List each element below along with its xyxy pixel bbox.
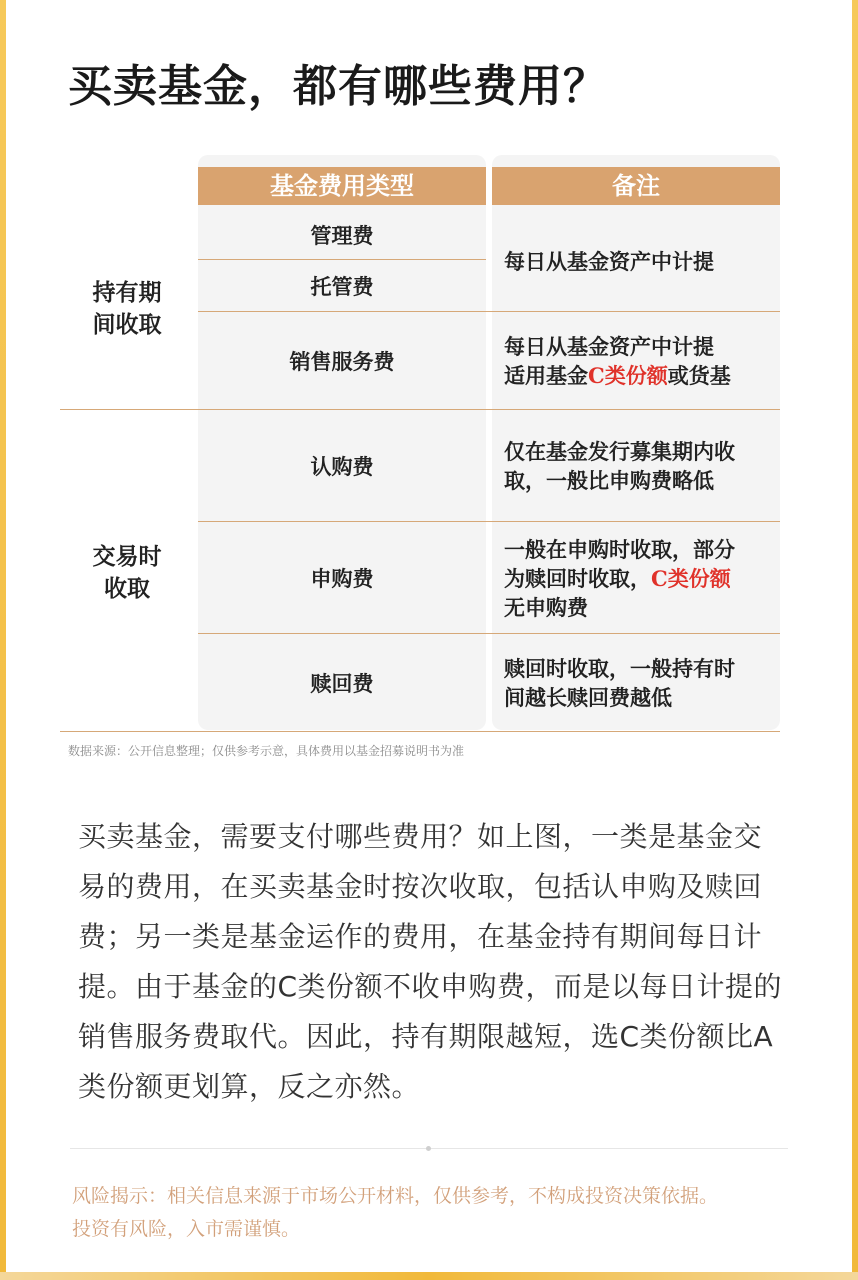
fee-type-redemption: 赎回费 <box>310 671 374 696</box>
data-source-note: 数据来源：公开信息整理；仅供参考示意，具体费用以基金招募说明书为准 <box>68 744 465 758</box>
highlight-c-class: C类份额 <box>651 565 731 591</box>
fee-type-subscription: 认购费 <box>310 454 374 479</box>
risk-disclosure: 风险揭示：相关信息来源于市场公开材料，仅供参考，不构成投资决策依据。投资有风险，入市需谨慎。 <box>72 1185 719 1240</box>
note-line: 每日从基金资产中计提 <box>504 334 714 359</box>
fee-table <box>60 155 780 735</box>
note-text: 为赎回时收取， <box>504 565 651 591</box>
note-line: 无申购费 <box>504 594 588 620</box>
table-bottom-line <box>60 731 780 732</box>
row-divider <box>198 521 780 522</box>
group-trading-line: 交易时 <box>92 543 162 570</box>
row-divider <box>198 311 780 312</box>
right-frame-border <box>852 0 858 1280</box>
row-divider <box>198 259 486 260</box>
fee-type-purchase: 申购费 <box>310 566 374 591</box>
group-divider <box>60 409 780 410</box>
row-divider <box>198 633 780 634</box>
note-line: 赎回时收取，一般持有时 <box>504 656 735 681</box>
bottom-frame-border <box>0 1272 858 1280</box>
note-purchase <box>504 523 774 633</box>
fee-type-sales-service: 销售服务费 <box>289 349 395 374</box>
note-line: 取，一般比申购费略低 <box>504 468 714 493</box>
left-frame-border <box>0 0 6 1280</box>
header-note: 备注 <box>492 167 780 205</box>
note-line: 间越长赎回费越低 <box>504 685 672 710</box>
note-text: 或货基 <box>667 363 731 388</box>
group-holding-label <box>60 277 194 341</box>
fee-type-management: 管理费 <box>310 223 374 248</box>
note-management-custody: 每日从基金资产中计提 <box>504 248 714 274</box>
group-trading-label <box>60 541 194 605</box>
highlight-c-class: C类份额 <box>588 363 668 388</box>
divider-dot <box>426 1146 431 1151</box>
note-sales-service <box>504 313 774 409</box>
group-trading-line: 收取 <box>104 575 150 602</box>
article-paragraph: 买卖基金，需要支付哪些费用？如上图，一类是基金交易的费用，在买卖基金时按次收取，包括认申购及赎回费；另一类是基金运作的费用，在基金持有期间每日计提。由于基金的C类份额不收申购费，而是以每日计提的销售服务费取代。因此，持有期限越短，选C类份额比A类份额更划算，反之亦然。 <box>78 820 783 1103</box>
note-subscription <box>504 411 774 521</box>
fee-type-custody: 托管费 <box>310 274 374 299</box>
note-redemption <box>504 635 774 731</box>
note-line: 一般在申购时收取，部分 <box>504 536 735 562</box>
note-line <box>504 564 735 593</box>
note-line: 仅在基金发行募集期内收 <box>504 439 735 464</box>
note-line <box>504 361 731 390</box>
group-holding-line: 间收取 <box>92 311 162 338</box>
page-title: 买卖基金，都有哪些费用？ <box>68 61 608 112</box>
group-holding-line: 持有期 <box>92 279 162 306</box>
note-text: 适用基金 <box>504 363 588 388</box>
header-fee-type: 基金费用类型 <box>198 167 486 205</box>
